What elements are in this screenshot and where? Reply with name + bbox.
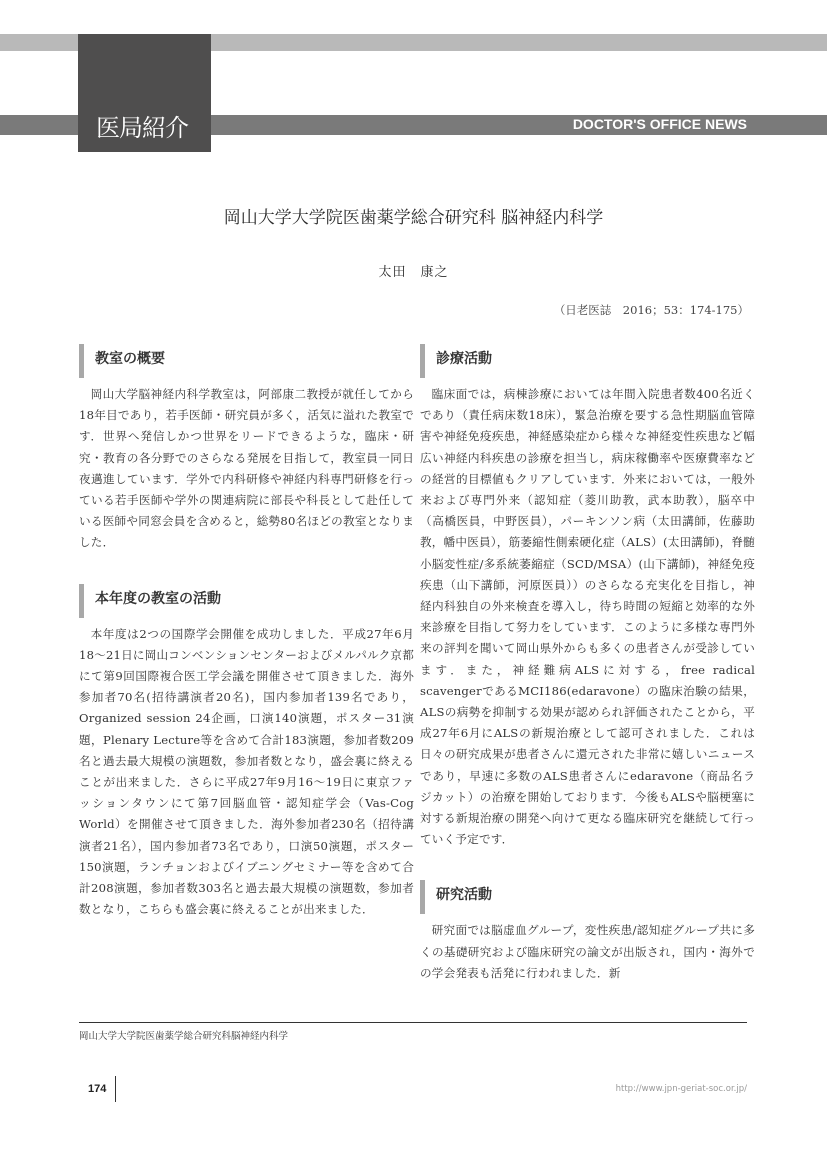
- section-heading-text: 教室の概要: [95, 351, 165, 367]
- heading-accent-bar: [420, 880, 425, 914]
- section-overview: [79, 344, 414, 554]
- journal-url-link[interactable]: http://www.jpn-geriat-soc.or.jp/: [615, 1084, 747, 1094]
- section-heading-text: 本年度の教室の活動: [95, 590, 221, 607]
- section-research: [420, 880, 755, 984]
- page-number: 174: [88, 1083, 107, 1095]
- right-column: [420, 344, 755, 1006]
- section-heading: [420, 880, 755, 914]
- section-heading: [420, 344, 755, 378]
- section-body: 臨床面では，病棟診療においては年間入院患者数400名近くであり（責任病床数18床），緊急治療を要する急性期脳血管障害や神経免疫疾患，神経感染症から様々な神経変性疾患など幅広い神経内科疾患の診療を担当し，病床稼働率や医療費率などの経営的目標値もクリアしています．外来においては，一般外来および専門外来（認知症（菱川助教，武本助教），脳卒中（高橋医員，中野医員），パーキンソン病（太田講師，佐藤助教，幡中医員），筋萎縮性側索硬化症（ALS）(太田講師)，脊髄小脳変性症/多系統萎縮症（SCD/MSA）(山下講師)，神経免疫疾患（山下講師，河原医員））のさらなる充実化を目指し，神経内科独自の外来検査を導入し，待ち時間の短縮と効率的な外来診療を目指して努力をしています．このように多様な専門外来の評判を聞いて岡山県外からも多くの患者さんが受診しています．また，神経難病ALSに対する，free radical scavengerであるMCI186(edaravone）の臨床治験の結果，ALSの病勢を抑制する効果が認められ評価されたことから，平成27年6月にALSの新規治療として認可されました．これは日々の研究成果が患者さんに還元された非常に嬉しいニュースであり，早速に多数のALS患者さんにedaravone（商品名ラジカット）の治療を開始しております．今後もALSや脳梗塞に対する新規治療の開発へ向けて更なる臨床研究を継続して行っていく予定です．: [420, 387, 755, 847]
- section-body: 研究面では脳虚血グループ，変性疾患/認知症グループ共に多くの基礎研究および臨床研究の論文が出版され，国内・海外での学会発表も活発に行われました．新: [420, 923, 755, 980]
- article-author: 太田 康之: [378, 265, 449, 280]
- section-heading: [79, 344, 414, 378]
- left-column: [79, 344, 414, 942]
- banner-title: DOCTOR'S OFFICE NEWS: [572, 116, 747, 132]
- section-activities: [79, 584, 414, 921]
- article-citation: （日老医誌 2016；53：174-175）: [553, 303, 749, 317]
- article-title: 岡山大学大学院医歯薬学総合研究科 脳神経内科学: [223, 208, 604, 228]
- page-number-divider: [115, 1076, 116, 1102]
- section-heading-text: 研究活動: [436, 887, 492, 904]
- section-body: 本年度は2つの国際学会開催を成功しました．平成27年6月18～21日に岡山コンベンションセンターおよびメルパルク京都にて第9回国際複合医工学会議を開催させて頂きました．海外参加者70名(招待講演者20名)，国内参加者139名であり，Organized session 24企画，口演140演題，ポスター31演題，Plenary Lecture等を含めて合計183演題，参加者数209名と過去最大規模の演題数，参加者数となり，盛会裏に終えることが出来ました．さらに平成27年9月16～19日に東京ファッションタウンにて第7回脳血管・認知症学会（Vas-Cog World）を開催させて頂きました．海外参加者230名（招待講演者21名），国内参加者73名であり，口演50演題，ポスター150演題，ランチョンおよびイブニングセミナー等を含めて合計208演題，参加者数303名と過去最大規模の演題数，参加者数となり，こちらも盛会裏に終えることが出来ました．: [79, 626, 414, 917]
- heading-accent-bar: [420, 344, 425, 378]
- section-heading-text: 診療活動: [436, 351, 492, 367]
- heading-accent-bar: [79, 584, 84, 618]
- footer-divider: [79, 1022, 747, 1023]
- footer-department: 岡山大学大学院医歯薬学総合研究科脳神経内科学: [79, 1031, 289, 1042]
- section-label: 医局紹介: [96, 114, 188, 142]
- heading-accent-bar: [79, 344, 84, 378]
- section-body: 岡山大学脳神経内科学教室は，阿部康二教授が就任してから18年目であり，若手医師・研究員が多く，活気に溢れた教室です．世界へ発信しかつ世界をリードできるような，臨床・研究・教育の各分野でのさらなる発展を目指して，教室員一同日夜邁進しています．学外で内科研修や神経内科専門研修を行っている若手医師や学外の関連病院に部長や科長として赴任している医師や同窓会員を含めると，総勢80名ほどの教室となりました．: [79, 387, 414, 550]
- section-clinical: [420, 344, 755, 850]
- section-heading: [79, 584, 414, 618]
